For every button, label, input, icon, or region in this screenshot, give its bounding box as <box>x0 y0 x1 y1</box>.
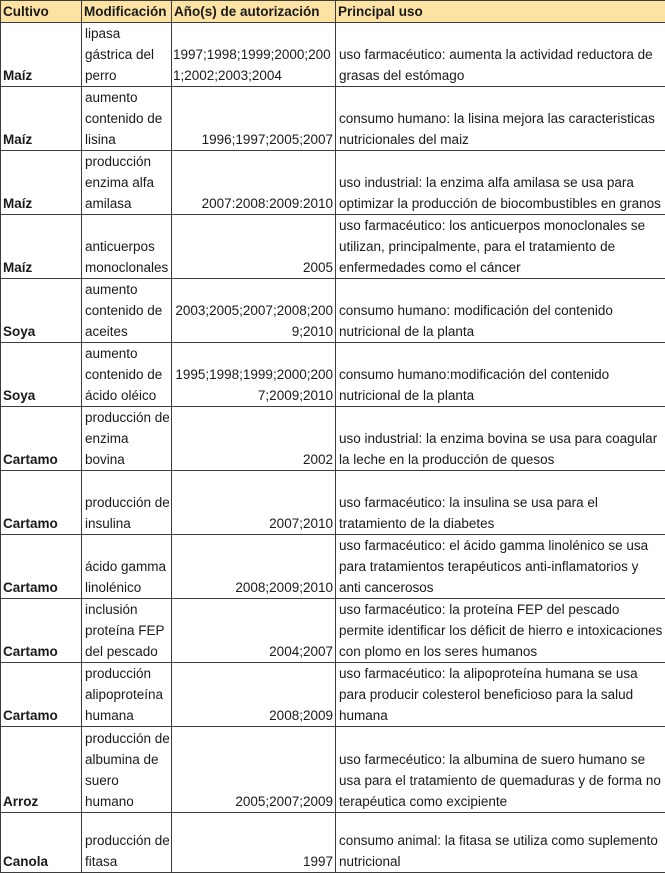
table-row <box>1 727 665 813</box>
cell-years: 2008;2009;2010 <box>172 535 336 599</box>
cell-modification: lipasa gástrica del perro <box>82 23 172 87</box>
header-use: Principal uso <box>336 1 665 23</box>
cell-use: uso farmacéutico: los anticuerpos monoclonales se utilizan, principalmente, para el tratamiento de enfermedades como el cáncer <box>336 215 665 279</box>
cell-modification: anticuerpos monoclonales <box>82 215 172 279</box>
cell-modification: ácido gamma linolénico <box>82 535 172 599</box>
cell-modification: aumento contenido de ácido oléico <box>82 343 172 407</box>
cell-years: 2005;2007;2009 <box>172 727 336 813</box>
cell-modification: producción de enzima bovina <box>82 407 172 471</box>
cell-modification: inclusión proteína FEP del pescado <box>82 599 172 663</box>
cell-crop: Soya <box>1 279 82 343</box>
cell-use: uso industrial: la enzima bovina se usa para coagular la leche en la producción de quesos <box>336 407 665 471</box>
cell-years: 2004;2007 <box>172 599 336 663</box>
cell-years: 1996;1997;2005;2007 <box>172 87 336 151</box>
table-row <box>1 343 665 407</box>
table-row <box>1 599 665 663</box>
cell-use: uso farmacéutico: el ácido gamma linolénico se usa para tratamientos terapéuticos anti-inflamatorios y anti cancerosos <box>336 535 665 599</box>
cell-crop: Maíz <box>1 87 82 151</box>
cell-years: 2003;2005;2007;2008;2009;2010 <box>172 279 336 343</box>
cell-crop: Cartamo <box>1 407 82 471</box>
cell-crop: Maíz <box>1 23 82 87</box>
cell-years: 1995;1998;1999;2000;2007;2009;2010 <box>172 343 336 407</box>
table-row <box>1 151 665 215</box>
cell-crop: Maíz <box>1 151 82 215</box>
table-row <box>1 87 665 151</box>
cell-crop: Cartamo <box>1 471 82 535</box>
cell-modification: producción de albumina de suero humano <box>82 727 172 813</box>
cell-years: 2007:2008:2009:2010 <box>172 151 336 215</box>
table-row <box>1 813 665 873</box>
cell-modification: aumento contenido de lisina <box>82 87 172 151</box>
cell-crop: Cartamo <box>1 663 82 727</box>
cell-use: uso farmacéutico: la insulina se usa para el tratamiento de la diabetes <box>336 471 665 535</box>
cell-years: 1997;1998;1999;2000;2001;2002;2003;2004 <box>172 23 336 87</box>
cell-years: 2002 <box>172 407 336 471</box>
cell-modification: producción de fitasa <box>82 813 172 873</box>
cell-modification: producción enzima alfa amilasa <box>82 151 172 215</box>
table-row <box>1 23 665 87</box>
cell-crop: Canola <box>1 813 82 873</box>
cell-use: uso farmacéutico: aumenta la actividad reductora de grasas del estómago <box>336 23 665 87</box>
cell-use: consumo humano:modificación del contenido nutricional de la planta <box>336 343 665 407</box>
cell-use: uso farmacéutico: la alipoproteína humana se usa para producir colesterol beneficioso para la salud humana <box>336 663 665 727</box>
cell-modification: producción alipoproteína humana <box>82 663 172 727</box>
cell-crop: Cartamo <box>1 599 82 663</box>
cell-use: consumo humano: modificación del contenido nutricional de la planta <box>336 279 665 343</box>
cell-crop: Maíz <box>1 215 82 279</box>
cell-years: 2005 <box>172 215 336 279</box>
table-row <box>1 279 665 343</box>
cell-use: uso farmacéutico: la proteína FEP del pescado permite identificar los déficit de hierro e intoxicaciones con plomo en los seres humanos <box>336 599 665 663</box>
cell-use: consumo animal: la fitasa se utiliza como suplemento nutricional <box>336 813 665 873</box>
table-row <box>1 471 665 535</box>
cell-modification: producción de insulina <box>82 471 172 535</box>
cell-crop: Cartamo <box>1 535 82 599</box>
cell-crop: Soya <box>1 343 82 407</box>
cell-use: uso industrial: la enzima alfa amilasa se usa para optimizar la producción de biocombustibles en granos <box>336 151 665 215</box>
cell-years: 1997 <box>172 813 336 873</box>
table-row <box>1 535 665 599</box>
table-row <box>1 407 665 471</box>
table-header-row <box>1 1 665 23</box>
cell-crop: Arroz <box>1 727 82 813</box>
cell-years: 2007;2010 <box>172 471 336 535</box>
header-crop: Cultivo <box>1 1 82 23</box>
cell-use: consumo humano: la lisina mejora las caracteristicas nutricionales del maiz <box>336 87 665 151</box>
cell-modification: aumento contenido de aceites <box>82 279 172 343</box>
cell-years: 2008;2009 <box>172 663 336 727</box>
cell-use: uso farmecéutico: la albumina de suero humano se usa para el tratamiento de quemaduras y de forma no terapéutica como excipiente <box>336 727 665 813</box>
header-modification: Modificación <box>82 1 172 23</box>
table-row <box>1 663 665 727</box>
header-years: Año(s) de autorización <box>172 1 336 23</box>
table-row <box>1 215 665 279</box>
